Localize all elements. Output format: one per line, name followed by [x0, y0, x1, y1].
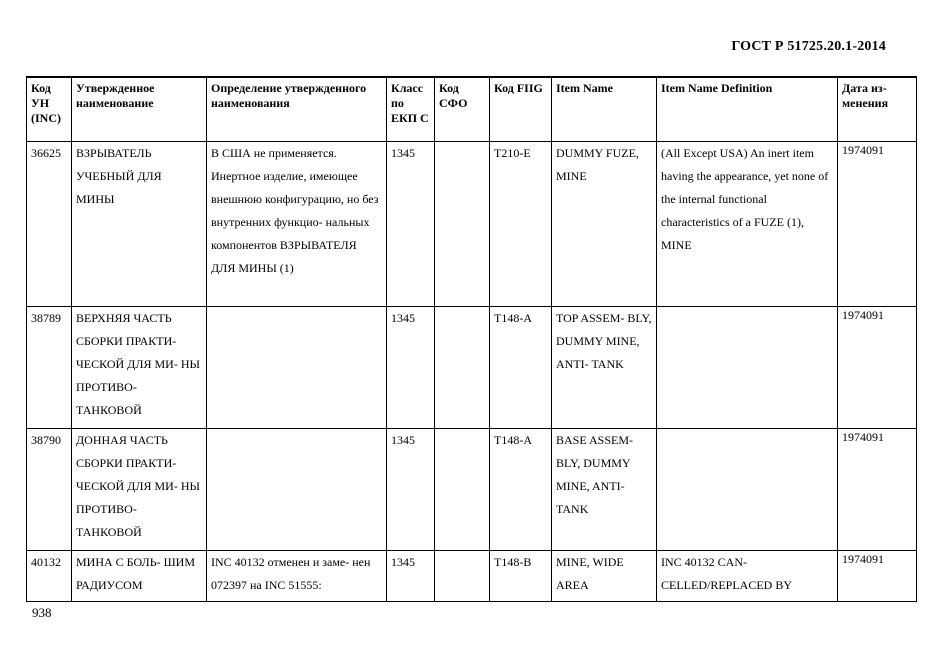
cell-fiig: T148-B	[490, 551, 552, 602]
table-row	[27, 142, 917, 307]
cell-definition	[207, 429, 387, 551]
table-row	[27, 429, 917, 551]
cell-approved-name: ДОННАЯ ЧАСТЬ СБОРКИ ПРАКТИ- ЧЕСКОЙ ДЛЯ МИ- НЫ ПРОТИВО- ТАНКОВОЙ	[72, 429, 207, 551]
document-standard-title: ГОСТ Р 51725.20.1-2014	[731, 39, 886, 54]
col-header-class: Класс по ЕКП С	[387, 77, 435, 142]
table-row	[27, 307, 917, 429]
cell-item-name: DUMMY FUZE, MINE	[552, 142, 657, 307]
col-header-fiig: Код FIIG	[490, 77, 552, 142]
col-header-definition: Определение утвержденного наименования	[207, 77, 387, 142]
col-header-sfo: Код СФО	[435, 77, 490, 142]
cell-class: 1345	[387, 307, 435, 429]
cell-item-name: BASE ASSEM- BLY, DUMMY MINE, ANTI- TANK	[552, 429, 657, 551]
table-header-row	[27, 77, 917, 142]
cell-sfo	[435, 142, 490, 307]
cell-fiig: T148-A	[490, 307, 552, 429]
catalog-table	[26, 76, 917, 602]
cell-inc: 36625	[27, 142, 72, 307]
cell-sfo	[435, 551, 490, 602]
cell-sfo	[435, 429, 490, 551]
cell-item-definition: (All Except USA) An inert item having the appearance, yet none of the internal functional characteristics of a FUZE (1), MINE	[657, 142, 838, 307]
col-header-inc: Код УН (INC)	[27, 77, 72, 142]
cell-class: 1345	[387, 142, 435, 307]
cell-inc: 38789	[27, 307, 72, 429]
cell-sfo	[435, 307, 490, 429]
cell-definition	[207, 307, 387, 429]
page-number: 938	[32, 605, 52, 620]
col-header-approved-name: Утвержденное наименование	[72, 77, 207, 142]
col-header-item-definition: Item Name Definition	[657, 77, 838, 142]
cell-definition: В США не применяется. Инертное изделие, имеющее внешнюю конфигурацию, но без внутренних функцио- нальных компонентов ВЗРЫВАТЕЛЯ ДЛЯ МИНЫ (1)	[207, 142, 387, 307]
cell-item-definition	[657, 429, 838, 551]
cell-date: 1974091	[838, 551, 917, 602]
cell-item-definition: INC 40132 CAN- CELLED/REPLACED BY	[657, 551, 838, 602]
cell-date: 1974091	[838, 142, 917, 307]
cell-inc: 40132	[27, 551, 72, 602]
cell-class: 1345	[387, 551, 435, 602]
cell-item-name: TOP ASSEM- BLY, DUMMY MINE, ANTI- TANK	[552, 307, 657, 429]
col-header-item-name: Item Name	[552, 77, 657, 142]
cell-class: 1345	[387, 429, 435, 551]
cell-item-definition	[657, 307, 838, 429]
cell-inc: 38790	[27, 429, 72, 551]
cell-date: 1974091	[838, 429, 917, 551]
cell-definition: INC 40132 отменен и заме- нен 072397 на INC 51555:	[207, 551, 387, 602]
cell-approved-name: ВЕРХНЯЯ ЧАСТЬ СБОРКИ ПРАКТИ- ЧЕСКОЙ ДЛЯ МИ- НЫ ПРОТИВО- ТАНКОВОЙ	[72, 307, 207, 429]
col-header-date: Дата из- менения	[838, 77, 917, 142]
cell-approved-name: МИНА С БОЛЬ- ШИМ РАДИУСОМ	[72, 551, 207, 602]
cell-fiig: T148-A	[490, 429, 552, 551]
cell-approved-name: ВЗРЫВАТЕЛЬ УЧЕБНЫЙ ДЛЯ МИНЫ	[72, 142, 207, 307]
cell-item-name: MINE, WIDE AREA	[552, 551, 657, 602]
table-row	[27, 551, 917, 602]
cell-fiig: T210-E	[490, 142, 552, 307]
cell-date: 1974091	[838, 307, 917, 429]
